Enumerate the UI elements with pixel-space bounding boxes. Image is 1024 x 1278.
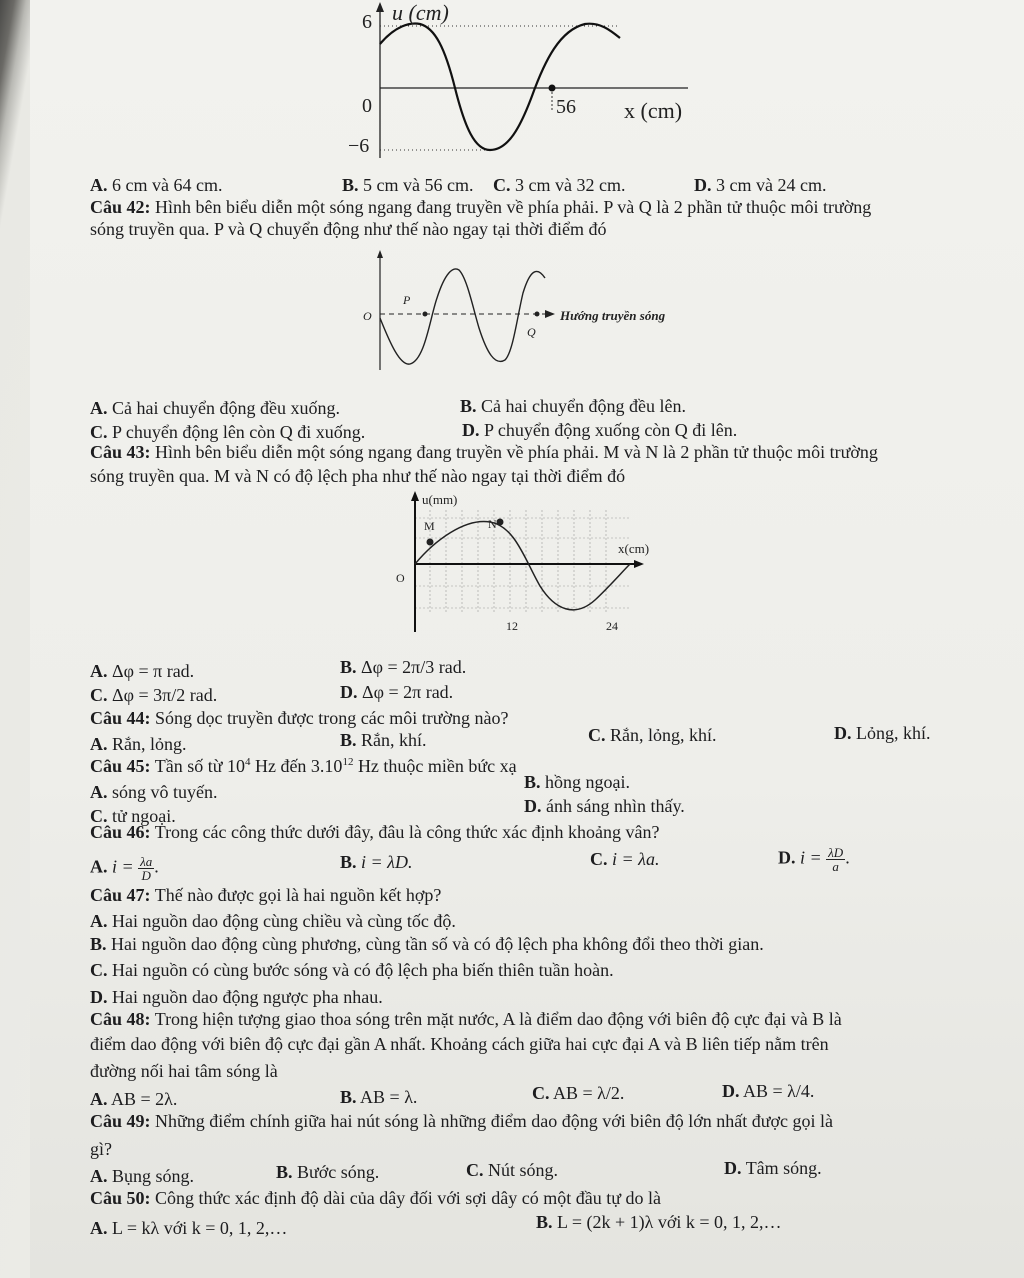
q48-option-d: D. AB = λ/4. (722, 1081, 815, 1101)
q44-option-c: C. Rắn, lỏng, khí. (588, 725, 717, 745)
q43-option-a: A. Δφ = π rad. (90, 661, 195, 681)
q47-option-c: C. Hai nguồn có cùng bước sóng và có độ lệch pha biến thiên tuần hoàn. (90, 960, 614, 980)
q41-wave-curve (380, 24, 620, 150)
q49-text-line1: Câu 49: Những điểm chính giữa hai nút sóng là những điểm dao động với biên độ lớn nhất được gọi là (90, 1111, 833, 1131)
q50-option-b: B. L = (2k + 1)λ với k = 0, 1, 2,… (536, 1212, 782, 1232)
q45-option-c: C. tử ngoại. (90, 806, 176, 826)
q50-text: Câu 50: Công thức xác định độ dài của dây đối với sợi dây có một đầu tự do là (90, 1188, 661, 1208)
q42-direction-label: Hướng truyền sóng (560, 308, 666, 323)
q41-ytick-zero: 0 (362, 95, 372, 117)
q48-text-line1: Câu 48: Trong hiện tượng giao thoa sóng trên mặt nước, A là điểm dao động với biên độ cực đại và B là (90, 1009, 842, 1029)
q49-option-c: C. Nút sóng. (466, 1160, 559, 1180)
q43-xtick-24: 24 (606, 619, 618, 633)
q41-point (549, 85, 556, 92)
q42-label-o: O (363, 309, 372, 323)
q47-option-a: A. Hai nguồn dao động cùng chiều và cùng tốc độ. (90, 911, 456, 931)
q49-option-a: A. Bụng sóng. (90, 1166, 195, 1186)
q46-option-b: B. i = λD. (340, 852, 413, 872)
q48-option-a: A. AB = 2λ. (90, 1089, 178, 1109)
q41-xtick: 56 (556, 96, 576, 118)
q49-text-line2: gì? (90, 1139, 112, 1159)
q43-xtick-12: 12 (506, 619, 518, 633)
q49-option-b: B. Bước sóng. (276, 1162, 380, 1182)
q43-point-n (497, 519, 504, 526)
q45-option-b: B. hồng ngoại. (524, 772, 631, 792)
q45-option-a: A. sóng vô tuyến. (90, 782, 218, 802)
q43-label-o: O (396, 571, 405, 585)
q42-point-p (423, 312, 428, 317)
q43-y-arrow (411, 491, 419, 501)
q48-text-line2: điểm dao động với biên độ cực đại gần A nhất. Khoảng cách giữa hai cực đại A và B liên tiếp nằm trên (90, 1034, 829, 1054)
q43-ylabel: u(mm) (422, 492, 458, 507)
q42-arrow-head (545, 310, 555, 318)
q46-option-a: A. i = $\frac{\lambda a}{D}$ . (90, 854, 159, 883)
q44-option-a: A. Rắn, lỏng. (90, 734, 187, 754)
q46-text: Câu 46: Trong các công thức dưới đây, đâu là công thức xác định khoảng vân? (90, 822, 660, 842)
q43-text-line2: sóng truyền qua. M và N có độ lệch pha như thế nào ngay tại thời điểm đó (90, 466, 626, 486)
q42-option-b: B. Cả hai chuyển động đều lên. (460, 396, 686, 416)
q42-label-q: Q (527, 325, 536, 339)
q42-point-q (535, 312, 540, 317)
q43-x-arrow (634, 560, 644, 568)
q41-y-arrow (376, 2, 384, 12)
q45-text: Câu 45: Tần số từ $10^4$ Hz đến 3.10$^{12}$ Hz thuộc miền bức xạ (90, 756, 517, 776)
q43-label-m: M (424, 519, 435, 533)
q48-option-b: B. AB = λ. (340, 1087, 418, 1107)
q43-label-n: N (488, 517, 497, 531)
q50-option-a: A. L = kλ với k = 0, 1, 2,… (90, 1218, 288, 1238)
q43-wave-curve (415, 522, 630, 610)
q47-option-d: D. Hai nguồn dao động ngược pha nhau. (90, 987, 383, 1007)
q42-option-a: A. Cả hai chuyển động đều xuống. (90, 398, 340, 418)
q44-option-d: D. Lỏng, khí. (834, 723, 931, 743)
q43-option-c: C. Δφ = 3π/2 rad. (90, 685, 218, 705)
q48-text-line3: đường nối hai tâm sóng là (90, 1061, 278, 1081)
q42-text-line2: sóng truyền qua. P và Q chuyển động như thế nào ngay tại thời điểm đó (90, 219, 607, 239)
q43-xlabel: x(cm) (618, 541, 650, 556)
wave-graph-q42 (355, 248, 700, 378)
q41-ylabel: u (cm) (392, 0, 449, 25)
q42-option-c: C. P chuyển động lên còn Q đi xuống. (90, 422, 366, 442)
q41-xlabel: x (cm) (624, 98, 683, 123)
q41-option-d: D. 3 cm và 24 cm. (694, 175, 827, 195)
q48-option-c: C. AB = λ/2. (532, 1083, 625, 1103)
q42-wave-curve (380, 269, 545, 364)
q41-option-c: C. 3 cm và 32 cm. (493, 175, 626, 195)
q43-point-m (427, 539, 434, 546)
q47-text: Câu 47: Thế nào được gọi là hai nguồn kết hợp? (90, 885, 442, 905)
q46-option-c: C. i = λa. (590, 849, 660, 869)
q42-y-arrow (377, 250, 383, 258)
q41-option-a: A. 6 cm và 64 cm. (90, 175, 223, 195)
q46-option-d: D. i = $\frac{\lambda D}{a}$ . (778, 845, 850, 874)
q41-ytick-top: 6 (362, 11, 372, 33)
q42-label-p: P (403, 293, 411, 307)
q43-option-d: D. Δφ = 2π rad. (340, 682, 454, 702)
q49-option-d: D. Tâm sóng. (724, 1158, 822, 1178)
q41-ytick-bottom: −6 (348, 135, 370, 157)
q43-text-line1: Câu 43: Hình bên biểu diễn một sóng ngang đang truyền về phía phải. M và N là 2 phần tử thuộc môi trường (90, 442, 878, 462)
wave-graph-q41 (340, 0, 700, 160)
q45-option-d: D. ánh sáng nhìn thấy. (524, 796, 685, 816)
q41-option-b: B. 5 cm và 56 cm. (342, 175, 474, 195)
q43-option-b: B. Δφ = 2π/3 rad. (340, 657, 467, 677)
q47-option-b: B. Hai nguồn dao động cùng phương, cùng tần số và có độ lệch pha không đổi theo thời gian. (90, 934, 764, 954)
q42-text-line1: Câu 42: Hình bên biểu diễn một sóng ngang đang truyền về phía phải. P và Q là 2 phần tử thuộc môi trường (90, 197, 872, 217)
wave-graph-q43 (390, 490, 650, 640)
q44-text: Câu 44: Sóng dọc truyền được trong các môi trường nào? (90, 708, 509, 728)
q44-option-b: B. Rắn, khí. (340, 730, 427, 750)
q42-option-d: D. P chuyển động xuống còn Q đi lên. (462, 420, 738, 440)
